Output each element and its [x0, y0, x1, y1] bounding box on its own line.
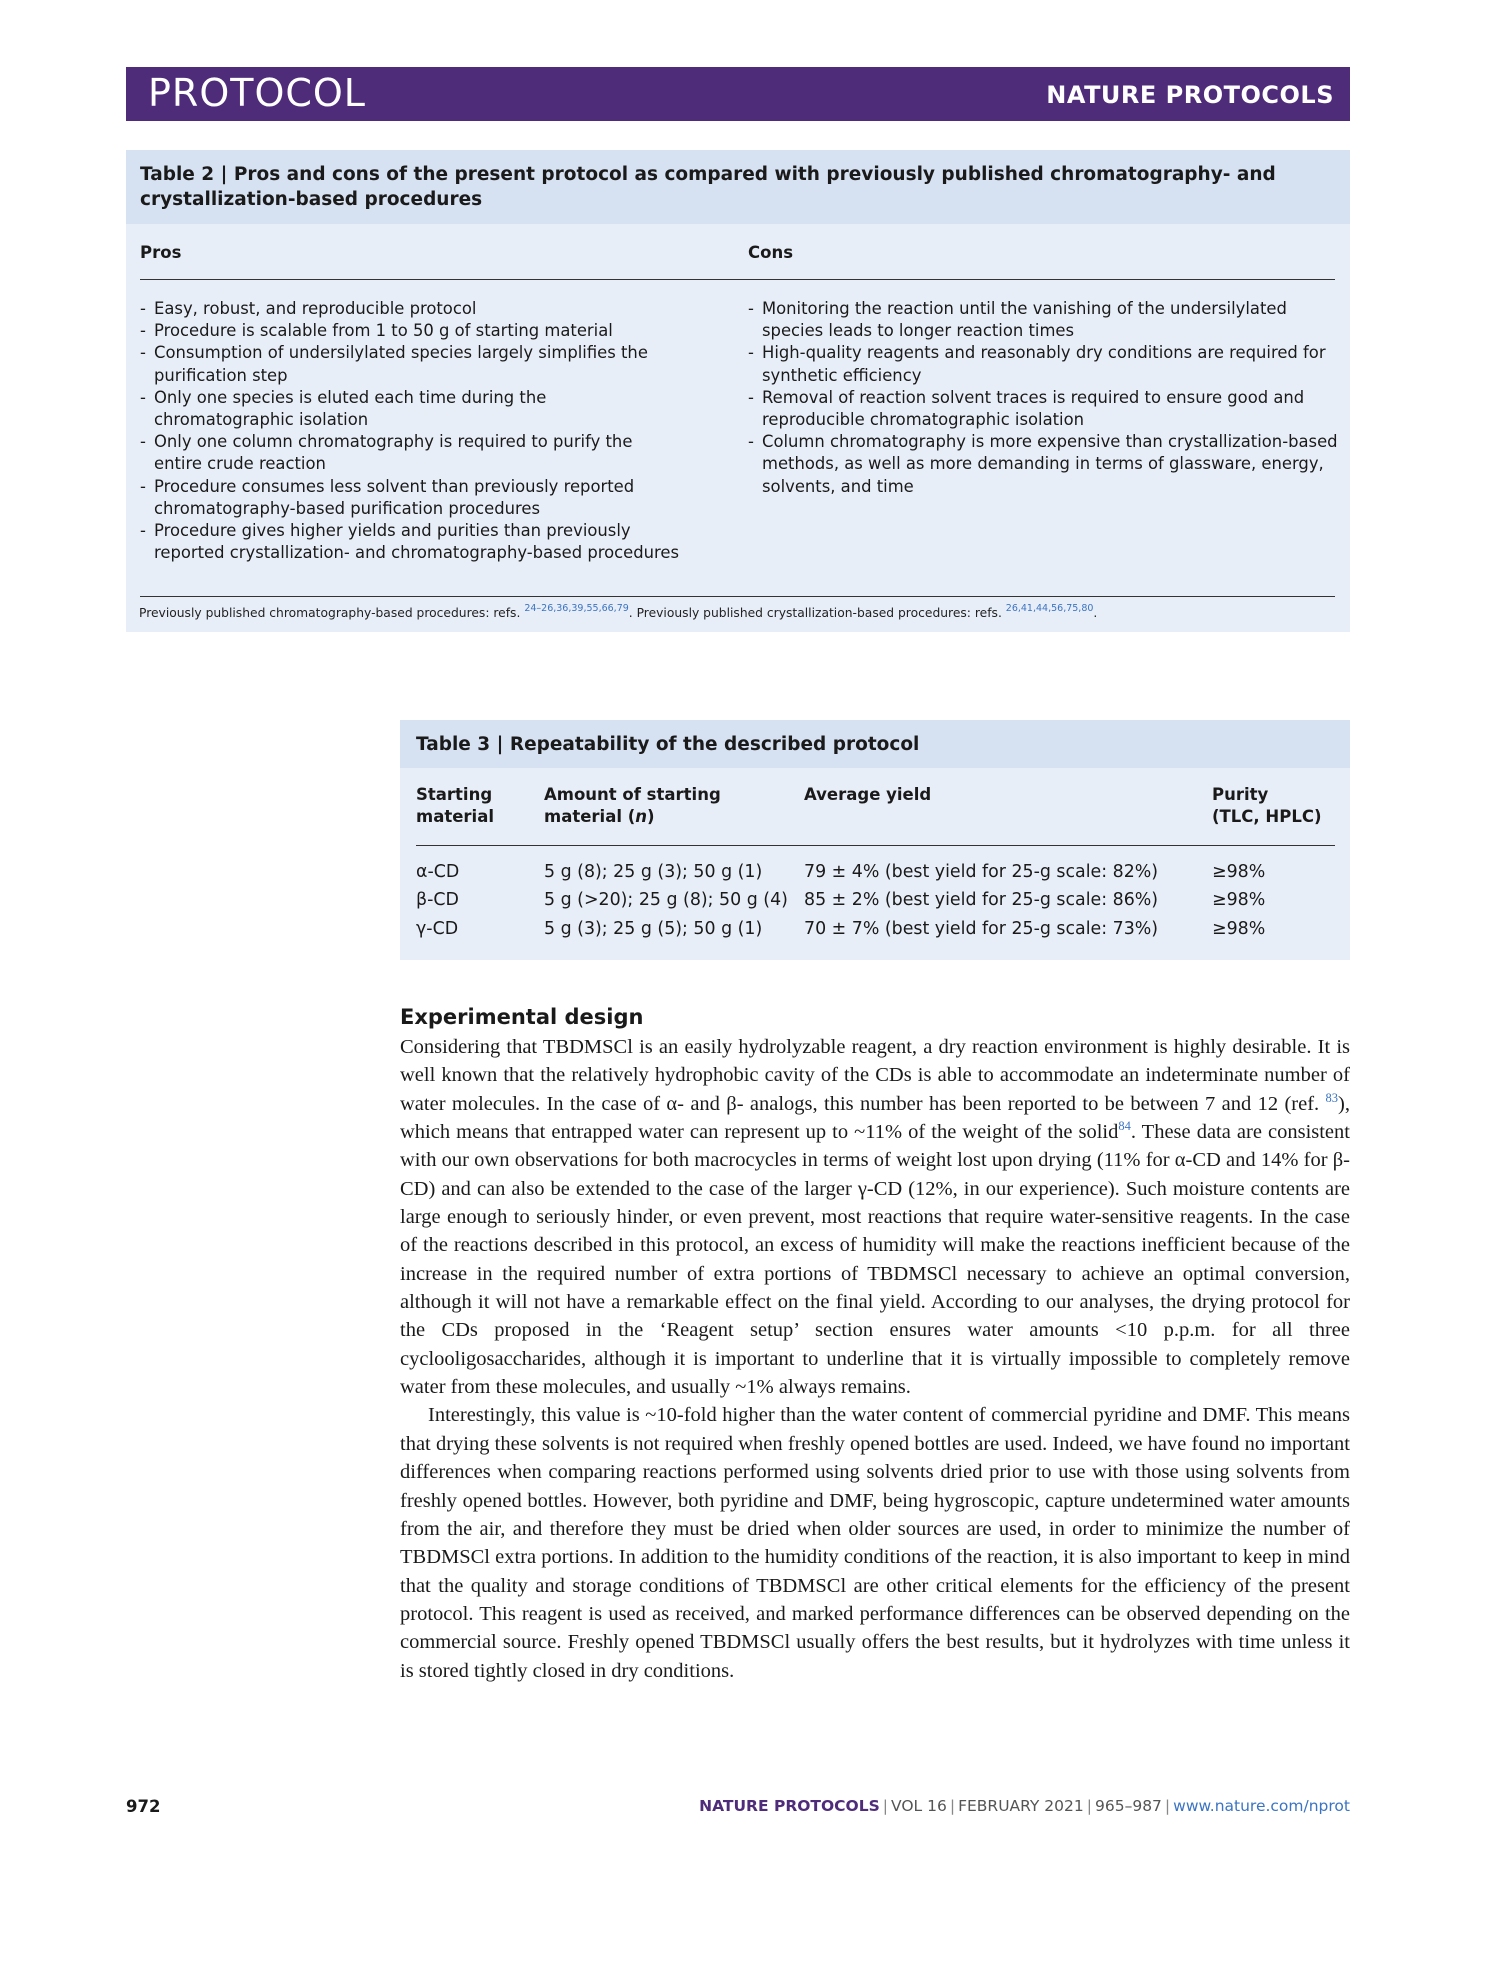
table-3-caption [416, 732, 919, 757]
section-title: Experimental design [400, 1005, 644, 1029]
cons-header: Cons [748, 243, 794, 262]
header-text-part: ) [647, 807, 655, 826]
section-body [400, 1033, 1350, 1685]
cell-purity: ≥98% [1212, 862, 1266, 882]
paragraph-text: Considering that TBDMSCl is an easily hydrolyzable reagent, a dry reaction environment is highly desirable. It is well known that the relatively hydrophobic cavity of the CDs is able to accommodate an indeterminate number of water molecules. In the case of α- and β- analogs, this number has been reported to be between 7 and 12 (ref. [400, 1036, 1350, 1115]
journal-label: NATURE PROTOCOLS [1046, 81, 1334, 109]
table-2-label: Table 2 | [140, 164, 228, 185]
cell-yield: 85 ± 2% (best yield for 25-g scale: 86%) [804, 890, 1159, 910]
cell-purity: ≥98% [1212, 919, 1266, 939]
cell-purity: ≥98% [1212, 890, 1266, 910]
header-text: (TLC, HPLC) [1212, 807, 1322, 826]
paragraph-text: ), which means that entrapped water can represent up to ~11% of the weight of the solid [400, 1092, 1350, 1144]
footer-url-link[interactable]: www.nature.com/nprot [1173, 1797, 1350, 1815]
list-item: - Only one species is eluted each time during the chromatographic isolation [140, 387, 685, 431]
citation-link[interactable]: 83 [1325, 1090, 1339, 1105]
footnote-refs-crystallization[interactable]: 26,41,44,56,75,80 [1005, 603, 1094, 614]
footnote-refs-chromatography[interactable]: 24–26,36,39,55,66,79 [524, 603, 629, 614]
table-2 [126, 150, 1350, 632]
list-item: - Column chromatography is more expensive than crystallization-based methods, as well as more demanding in terms of glassware, energy, solvents, and time [748, 431, 1338, 498]
list-item: - Procedure consumes less solvent than previously reported chromatography-based purification procedures [140, 476, 685, 520]
table-3-title: Repeatability of the described protocol [509, 734, 920, 755]
cell-material: β-CD [416, 890, 459, 910]
header-amount [544, 784, 721, 828]
table-3 [400, 720, 1350, 960]
footnote-text: . Previously published crystallization-based procedures: refs. [628, 606, 1002, 620]
footer-journal: NATURE PROTOCOLS [699, 1797, 880, 1815]
list-item: - Easy, robust, and reproducible protocol [140, 298, 685, 320]
footer-date: FEBRUARY 2021 [958, 1797, 1084, 1815]
list-item: - Monitoring the reaction until the vanishing of the undersilylated species leads to longer reaction times [748, 298, 1338, 342]
cons-list [748, 298, 1338, 498]
footnote-text: Previously published chromatography-based procedures: refs. [139, 606, 521, 620]
footnote-text: . [1093, 606, 1098, 620]
header-starting-material [416, 784, 494, 828]
cell-yield: 79 ± 4% (best yield for 25-g scale: 82%) [804, 862, 1159, 882]
header-text: Purity [1212, 785, 1269, 804]
cell-amount: 5 g (8); 25 g (3); 50 g (1) [544, 862, 763, 882]
table-2-footnote [139, 603, 1097, 620]
list-item: - High-quality reagents and reasonably dry conditions are required for synthetic efficiency [748, 342, 1338, 386]
table-2-bottom-rule [140, 596, 1335, 597]
paragraph [400, 1033, 1350, 1401]
list-item: - Removal of reaction solvent traces is required to ensure good and reproducible chromatographic isolation [748, 387, 1338, 431]
header-text: Amount of starting [544, 785, 721, 804]
header-banner [126, 67, 1350, 121]
cell-amount: 5 g (3); 25 g (5); 50 g (1) [544, 919, 763, 939]
paragraph: Interestingly, this value is ~10-fold higher than the water content of commercial pyridine and DMF. This means that drying these solvents is not required when freshly opened bottles are used. Indeed, we have found no important differences when comparing reactions performed using solvents dried prior to use with those using solvents from freshly opened bottles. However, both pyridine and DMF, being hygroscopic, capture undetermined water amounts from the air, and therefore they must be dried when older sources are used, in order to minimize the number of TBDMSCl extra portions. In addition to the humidity conditions of the reaction, it is also important to keep in mind that the quality and storage conditions of TBDMSCl are other critical elements for the efficiency of the present protocol. This reagent is used as received, and marked performance differences can be observed depending on the commercial source. Freshly opened TBDMSCl usually offers the best results, but it hydrolyzes with time unless it is stored tightly closed in dry conditions. [400, 1404, 1350, 1682]
list-item: - Procedure is scalable from 1 to 50 g of starting material [140, 320, 685, 342]
header-yield: Average yield [804, 785, 932, 804]
header-text [544, 806, 721, 828]
list-item: - Procedure gives higher yields and purities than previously reported crystallization- and chromatography-based procedures [140, 520, 685, 564]
page-footer: NATURE PROTOCOLS | VOL 16 | FEBRUARY 2021 | 965–987 | www.nature.com/nprot [699, 1797, 1350, 1815]
footer-pages: 965–987 [1095, 1797, 1162, 1815]
page-number: 972 [126, 1797, 161, 1816]
table-2-title: Pros and cons of the present protocol as compared with previously published chromatography- and crystallization-based procedures [140, 164, 1276, 210]
pros-list [140, 298, 685, 564]
footer-volume: VOL 16 [891, 1797, 947, 1815]
cell-amount: 5 g (>20); 25 g (8); 50 g (4) [544, 890, 788, 910]
cell-yield: 70 ± 7% (best yield for 25-g scale: 73%) [804, 919, 1159, 939]
pros-header: Pros [140, 243, 182, 262]
header-purity [1212, 784, 1322, 828]
table-2-header-rule [140, 279, 1335, 280]
table-3-header-rule [416, 845, 1335, 846]
cell-material: γ-CD [416, 919, 459, 939]
cell-material: α-CD [416, 862, 460, 882]
header-text-part: material ( [544, 807, 636, 826]
header-text: material [416, 807, 494, 826]
header-text: Starting [416, 785, 493, 804]
table-2-caption [140, 162, 1335, 212]
paragraph-text: . These data are consistent with our own observations for both macrocycles in terms of weight lost upon drying (11% for α-CD and 14% for β-CD) and can also be extended to the case of the larger γ-CD (12%, in our experience). Such moisture contents are large enough to seriously hinder, or even prevent, most reactions that require water-sensitive reagents. In the case of the reactions described in this protocol, an excess of humidity will make the reactions inefficient because of the increase in the required number of extra portions of TBDMSCl necessary to achieve an optimal conversion, although it will not have a remarkable effect on the final yield. According to our analyses, the drying protocol for the CDs proposed in the ‘Reagent setup’ section ensures water amounts <10 p.p.m. for all three cyclooligosaccharides, although it is important to underline that it is virtually impossible to completely remove water from these molecules, and usually ~1% always remains. [400, 1121, 1350, 1399]
table-3-label: Table 3 | [416, 734, 504, 755]
list-item: - Only one column chromatography is required to purify the entire crude reaction [140, 431, 685, 475]
header-text-italic: n [635, 807, 648, 826]
list-item: - Consumption of undersilylated species largely simplifies the purification step [140, 342, 685, 386]
section-label: PROTOCOL [148, 71, 366, 115]
citation-link[interactable]: 84 [1118, 1119, 1131, 1134]
